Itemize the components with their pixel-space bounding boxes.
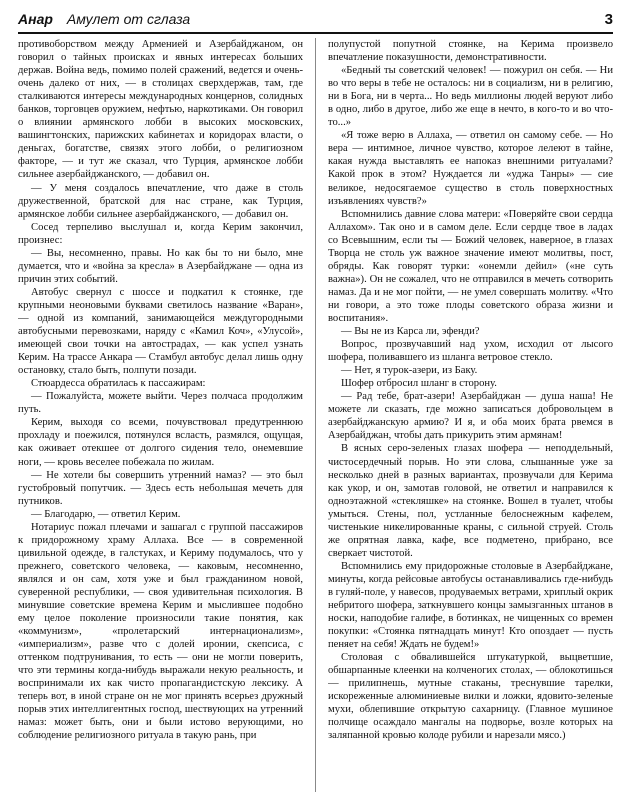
paragraph: Сосед терпеливо выслушал и, когда Керим закончил, произнес: [18, 221, 303, 246]
paragraph: — Вы не из Карса ли, эфенди? [341, 326, 480, 338]
paragraph: Керим, выходя со всеми, почувствовал предутреннюю прохладу и поежился, потянулся всласть, размялся, ощущая, как оживает отекшее от долгого сидения тело, онемевшие ноги, — кровь веселее побежала по жилам. [18, 417, 303, 468]
paragraph: — Пожалуйста, можете выйти. Через полчаса продолжим путь. [18, 391, 303, 416]
paragraph: полупустой попутной стоянке, на Керима произвело впечатление показушности, демонстративности. [328, 39, 613, 64]
paragraph: — Вы, несомненно, правы. Но как бы то ни было, мне думается, что и «война за кресла» в Азербайджане — одна из причин этих событий. [18, 247, 303, 285]
text-column-left [18, 38, 303, 792]
running-header [18, 6, 613, 34]
paragraph: Стюардесса обратилась к пассажирам: [31, 378, 206, 390]
paragraph: В ясных серо-зеленых глазах шофера — неподдельный, чистосердечный порыв. Но эти слова, слышанные уже за несколько дней в разных вариантах, прозвучали для Керима как укор, и он, замотав головой, не ответил и направился к одноэтажной «стекляшке» на стоянке. Вошел в туалет, чтобы умыться. Стены, пол, устланные белоснежным кафелем, чистенькие никелированные краны, с сильной струей. Столь же опрятная лавка, кафе, все подметено, прибрано, все сверкает чистотой. [328, 443, 613, 559]
paragraph: Автобус свернул с шоссе и подкатил к стоянке, где крупными неоновыми буквами светилось название «Варан», — одной из компаний, занимающейся междугородными автобусными перевозками, наряду с «Камил Коч», «Улусой», имеющей свои точки на автострадах, — как успел узнать Керим. На трассе Анкара — Стамбул автобус делал лишь одну остановку, стало быть, полпути позади. [18, 286, 303, 377]
paragraph: Шофер отбросил шланг в сторону. [341, 378, 497, 390]
paragraph: «Я тоже верю в Аллаха, — ответил он самому себе. — Но вера — интимное, личное чувство, которое лелеют в тайне, какая нужда выставлять ее напоказ внешними ритуалами? Какой прок в этом? Нуждается ли «уджа Танры» — сие великое, недосягаемое существо в столь поверхностных изъявлениях чувств?» [328, 130, 613, 207]
paragraph: Вспомнились давние слова матери: «Поверяйте свои сердца Аллахом». Так оно и в самом деле. Если сердце твое в ладах со Всевышним, если ты — Божий человек, наверное, в глазах Творца не столь уж важное значение имеют молитвы, пост, обряды. Как говорят турки: «онемли дейил» («не суть важна»). Он не сожалел, что не отправился в мечеть сотворить намаз. Да и не мог пойти, — не умел совершать молитву. «Что ни говори, а это тоже плоды советского образа жизни и воспитания». [328, 208, 613, 324]
paragraph: — Рад тебе, брат-азери! Азербайджан — душа наша! Не можете ли сказать, где можно записаться добровольцем в азербайджанскую армию? И я, и оба моих брата рвемся в Азербайджан, чтобы дать прикурить этим армянам! [328, 391, 613, 442]
header-title: Амулет от сглаза [66, 11, 191, 27]
paragraph: «Бедный ты советский человек! — пожурил он себя. — Ни во что веры в тебе не осталось: ни в социализм, ни в религию, ни в Бога, ни в черта... Но ведь миллионы людей веруют либо в одно, либо в другое, либо же еще в нечто, в кого-то и во что-то...» [328, 65, 613, 129]
paragraph: Вопрос, прозвучавший над ухом, исходил от лысого шофера, поливавшего из шланга ветровое стекло. [328, 339, 613, 364]
paragraph: Столовая с обвалившейся штукатуркой, выцветшие, обшарпанные клеенки на колченогих столах, — облокотишься — прилипнешь, мутные стаканы, треснувшие тарелки, искореженные алюминиевые вилки и ложки, ядовито-зеленые мухи, облепившие открытую сахарницу. (Главное мушиное полчище осаждало мангалы на подворье, возле которых на заляпанной кровью колоде рубили и нарезали мясо.) [328, 652, 613, 742]
paragraph: — У меня создалось впечатление, что даже в столь дружественной, братской для нас стране, как Турция, армянское лобби сильнее азербайджанского, — добавил он. [18, 182, 303, 220]
text-columns [18, 38, 613, 792]
paragraph: — Не хотели бы совершить утренний намаз? — это был густобровый попутчик. — Здесь есть небольшая мечеть для путников. [18, 469, 303, 507]
column-divider [315, 38, 316, 792]
paragraph: противоборством между Арменией и Азербайджаном, он говорил о тайных происках и явных интересах больших держав. Война ведь, помимо полей сражений, ведется и очень-очень далеко от них, — в столицах сверхдержав, там, где сталкиваются интересы международных концернов, солидных банков, торговцев оружием, нефтью, наркотиками. Он говорил о влиянии армянского лобби в высоких московских, вашингтонских, парижских кабинетах и коридорах власти, о деньгах, богатстве, связях этого лобби, о религиозном факторе, — и тут же сказал, что Турция, армянское лобби сильнее азербайджанского, — добавил он. [18, 39, 303, 181]
paragraph: — Нет, я турок-азери, из Баку. [341, 365, 478, 377]
page-number: 3 [604, 10, 613, 28]
header-author: Анар [18, 11, 53, 27]
paragraph: Нотариус пожал плечами и зашагал с группой пассажиров к придорожному храму Аллаха. Все — в современной цивильной одежде, в галстуках, и Кериму подумалось, что у прежнего, советского человека, — каковым, несомненно, являлся и он сам, хотя уже и был гражданином новой, суверенной республики, — своя удивительная психология. В минувшие советские времена Керим и мыслившее подобно ему целое поколение произносили такие понятия, как «коммунизм», «пролетарский интернационализм», «империализм», разве что с долей иронии, скепсиса, с оттенком подтрунивания, то есть — они не могли поверить, что эти термины когда-нибудь выражали некую реальность, и воспринимали их как чисто пропагандистскую лексику. А теперь вот, в иной стране он не мог принять всерьез дружный порыв этих интеллигентных господ, шествующих на утренний намаз: может быть, они и были истово верующими, но соблюдение религиозного ритуала в такую рань, при [18, 521, 303, 742]
paragraph: Вспомнились ему придорожные столовые в Азербайджане, минуты, когда рейсовые автобусы останавливались где-нибудь в гуляй-поле, у навесов, продуваемых ветрами, хриплый окрик небритого шофера, заткнувшего концы замызганных штанов в носки, наподобие галифе, в ботинках, не чищенных со времен покупки: «Стоянка пятнадцать минут! Кто опоздает — пусть пеняет на себя! Ждать не будем!» [328, 560, 613, 651]
text-column-right [328, 38, 613, 792]
paragraph: — Благодарю, — ответил Керим. [31, 508, 181, 520]
